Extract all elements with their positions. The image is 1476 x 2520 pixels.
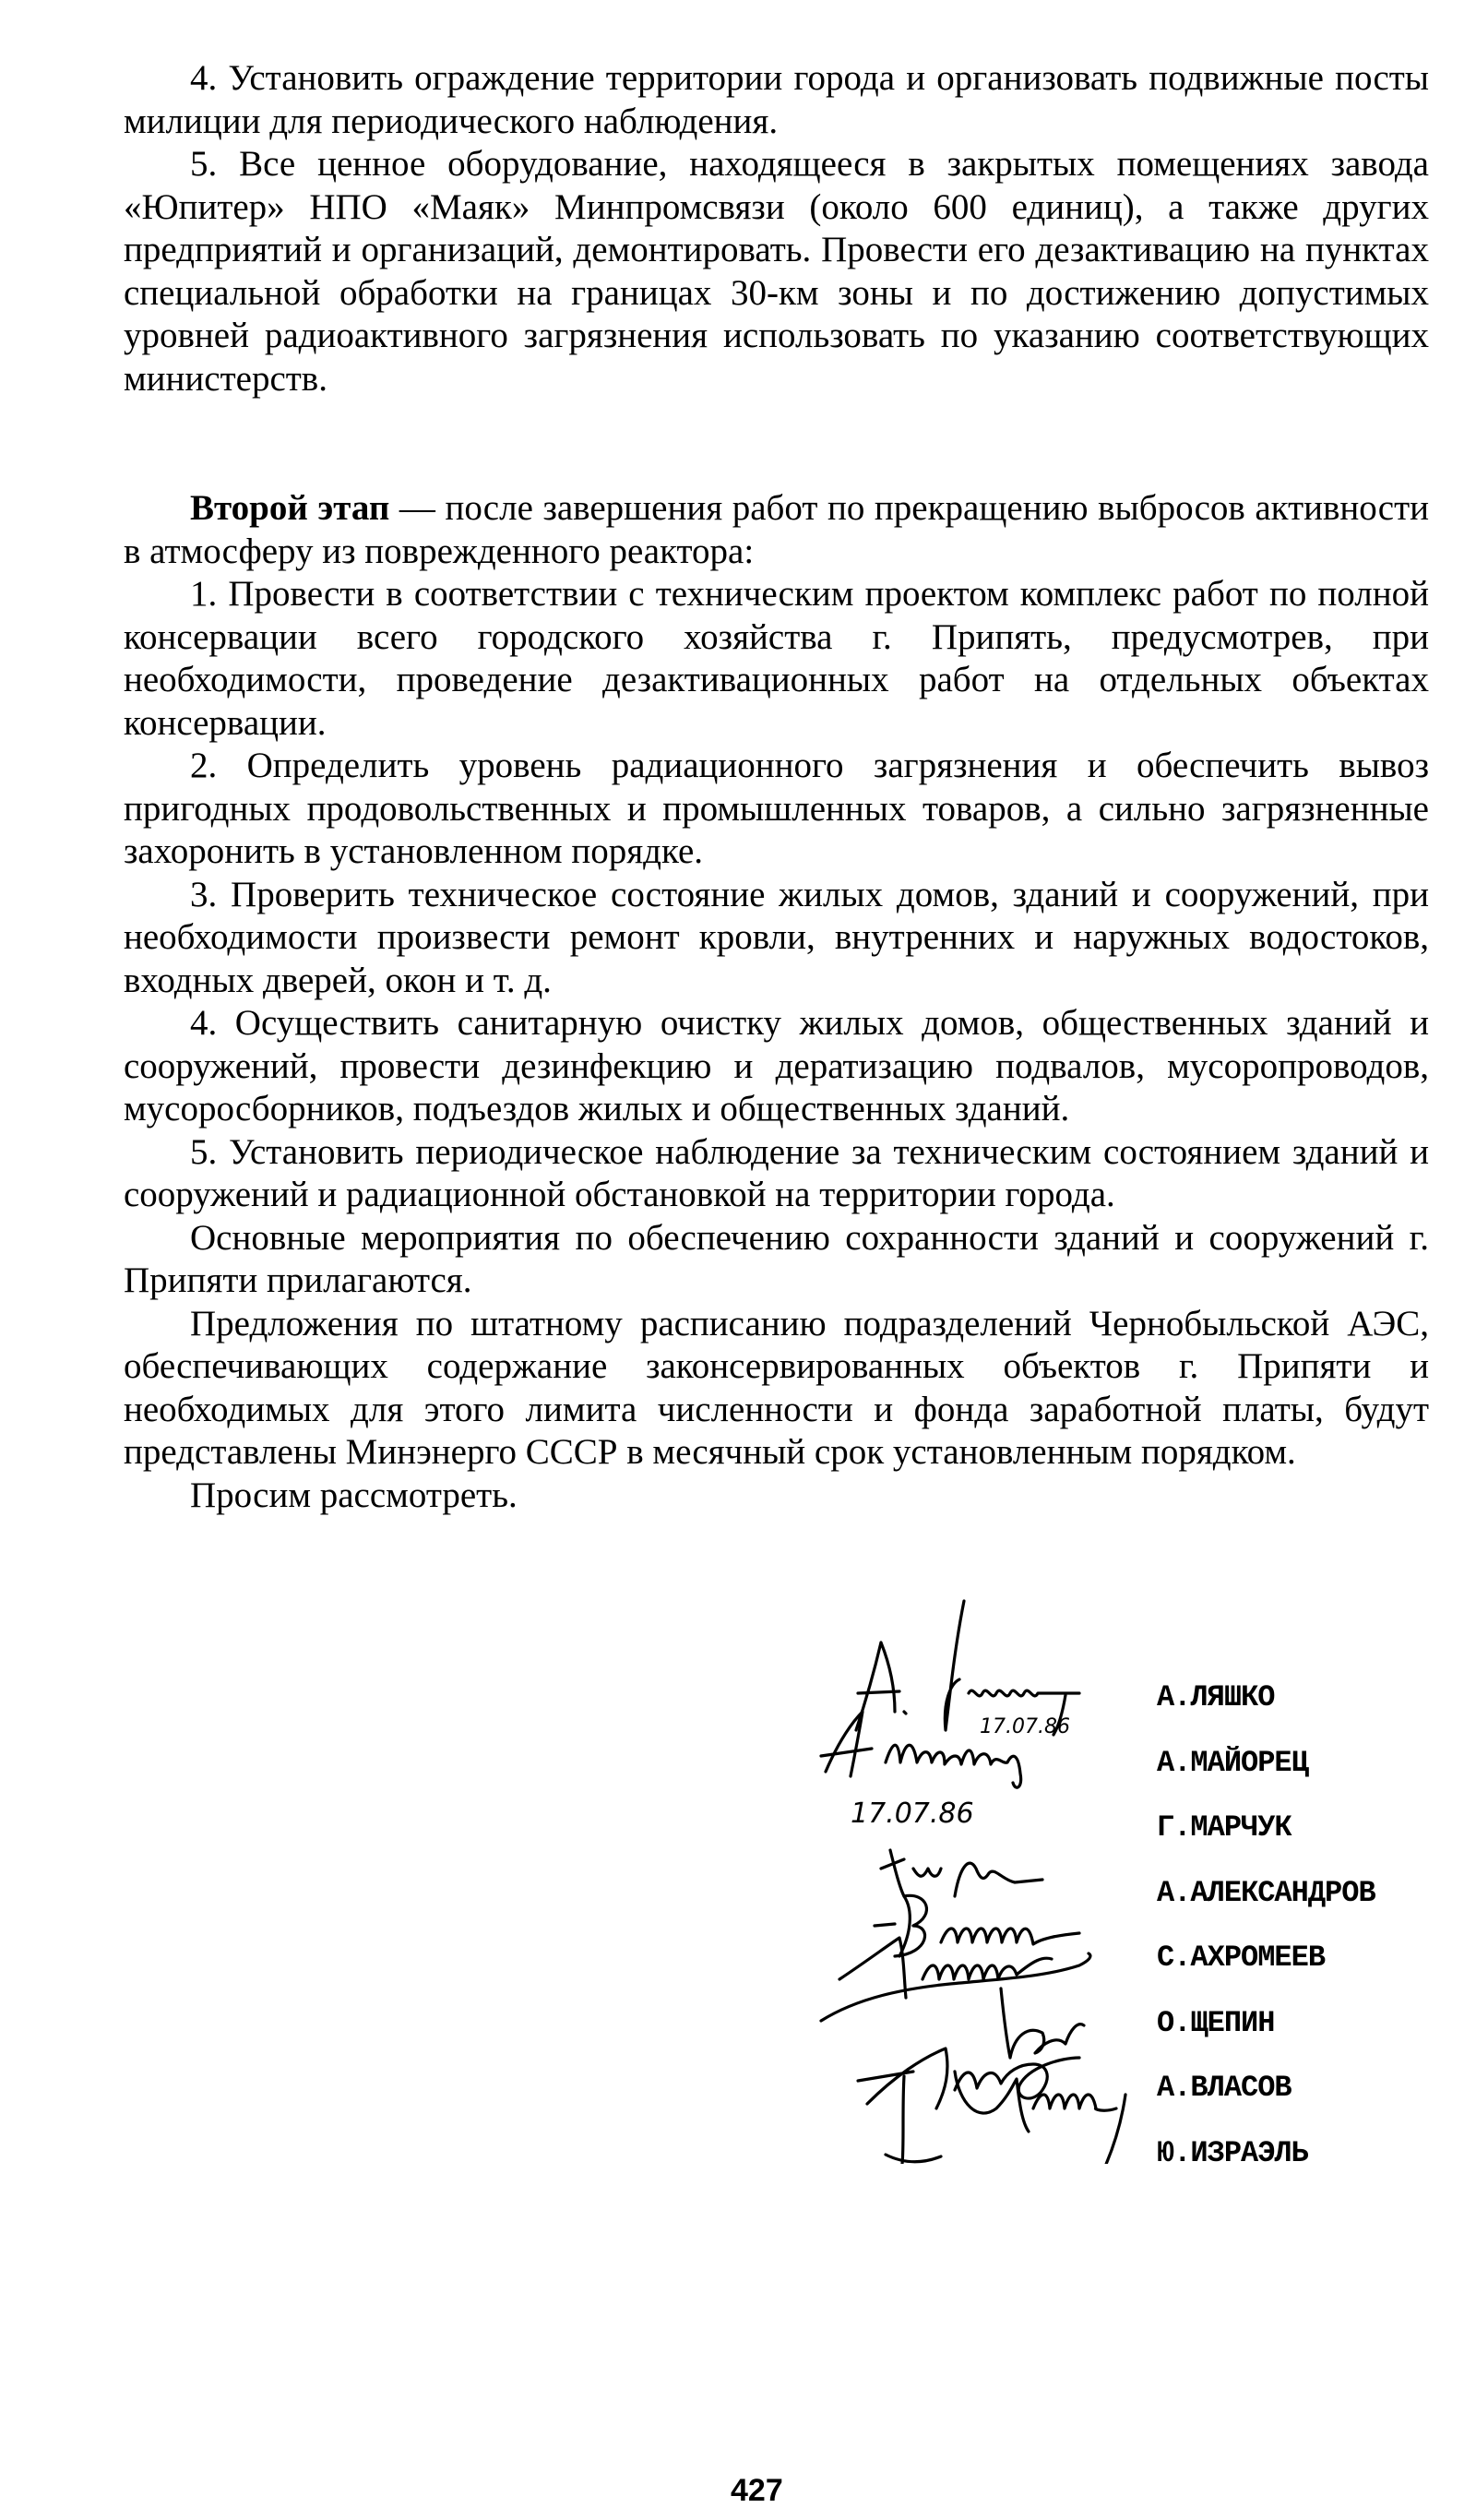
signatory-name: А.ВЛАСОВ <box>1157 2071 1292 2105</box>
body-text <box>124 57 1429 1517</box>
signatory-name: А.МАЙОРЕЦ <box>1157 1745 1308 1780</box>
signature-aleksandrov <box>875 1895 1079 1956</box>
section-gap <box>124 400 1429 487</box>
signature-akhromeev <box>821 1938 1090 2021</box>
stage2-item-4: 4. Осуществить санитарную очистку жилых домов, общественных зданий и сооружений, провести дезинфекцию и дератизацию подвалов, мусоропроводов, мусоросборников, подъездов жилых и общественных зданий. <box>124 1003 1429 1129</box>
signature-marchuk <box>881 1850 1042 1896</box>
stage1-item-5: 5. Все ценное оборудование, находящееся в закрытых помещениях завода «Юпитер» НПО «Маяк» Минпромсвязи (около 600 единиц), а также других предприятий и организаций, демонтировать. Провести его дезактивацию на пунктах специальной обработки на границах 30-км зоны и по достижению допустимых уровней радиоактивного загрязнения использовать по указанию соответствующих министерств. <box>124 144 1429 399</box>
signatory-name: А.АЛЕКСАНДРОВ <box>1157 1875 1375 1910</box>
stage2-item-1: 1. Провести в соответствии с техническим проектом комплекс работ по полной консервации всего городского хозяйства г. Припять, предусмотрев, при необходимости, проведение дезактивационных работ на отдельных объектах консервации. <box>124 574 1429 743</box>
stage2-item-3: 3. Проверить техническое состояние жилых домов, зданий и сооружений, при необходимости произвести ремонт кровли, внутренних и наружных водостоков, входных дверей, окон и т. д. <box>124 874 1429 1000</box>
signature-lyashko <box>856 1601 1079 1738</box>
stage2-heading: Второй этап <box>190 488 390 528</box>
stage2-intro: — после завершения работ по прекращению выбросов активности в атмосферу из поврежденного реактора: <box>124 488 1429 571</box>
page-number: 427 <box>731 2473 783 2508</box>
signatory-name: О.ЩЕПИН <box>1157 2005 1275 2040</box>
stage2-intro-paragraph <box>124 487 1429 573</box>
signatory-name: А.ЛЯШКО <box>1157 1680 1275 1714</box>
svg-text:17.07.86: 17.07.86 <box>980 1715 1070 1738</box>
signatory-name: С.АХРОМЕЕВ <box>1157 1941 1326 1975</box>
signatory-name: Г.МАРЧУК <box>1157 1810 1292 1845</box>
closing-request: Просим рассмотреть. <box>190 1475 518 1515</box>
signatory-names <box>1157 1666 1375 2186</box>
signature-izrael <box>886 2072 1125 2164</box>
svg-text:17.07.86: 17.07.86 <box>851 1797 974 1830</box>
measures-paragraph: Основные мероприятия по обеспечению сохранности зданий и сооружений г. Припяти прилагаются. <box>124 1217 1429 1300</box>
signature-shchepin <box>1001 1989 1084 2058</box>
signature-vlasov <box>858 2048 1079 2108</box>
stage1-item-4: 4. Установить ограждение территории города и организовать подвижные посты милиции для периодического наблюдения. <box>124 58 1429 141</box>
signatory-name: Ю.ИЗРАЭЛЬ <box>1157 2135 1308 2170</box>
stage2-item-5: 5. Установить периодическое наблюдение за техническим состоянием зданий и сооружений и радиационной обстановкой на территории города. <box>124 1131 1429 1214</box>
staffing-paragraph: Предложения по штатному расписанию подразделений Чернобыльской АЭС, обеспечивающих содержание законсервированных объектов г. Припяти и необходимых для этого лимита численности и фонда заработной платы, будут представлены Минэнерго СССР в месячный срок установленным порядком. <box>124 1303 1429 1472</box>
stage2-item-2: 2. Определить уровень радиационного загрязнения и обеспечить вывоз пригодных продовольственных и промышленных товаров, а сильно загрязненные захоронить в установленном порядке. <box>124 746 1429 871</box>
